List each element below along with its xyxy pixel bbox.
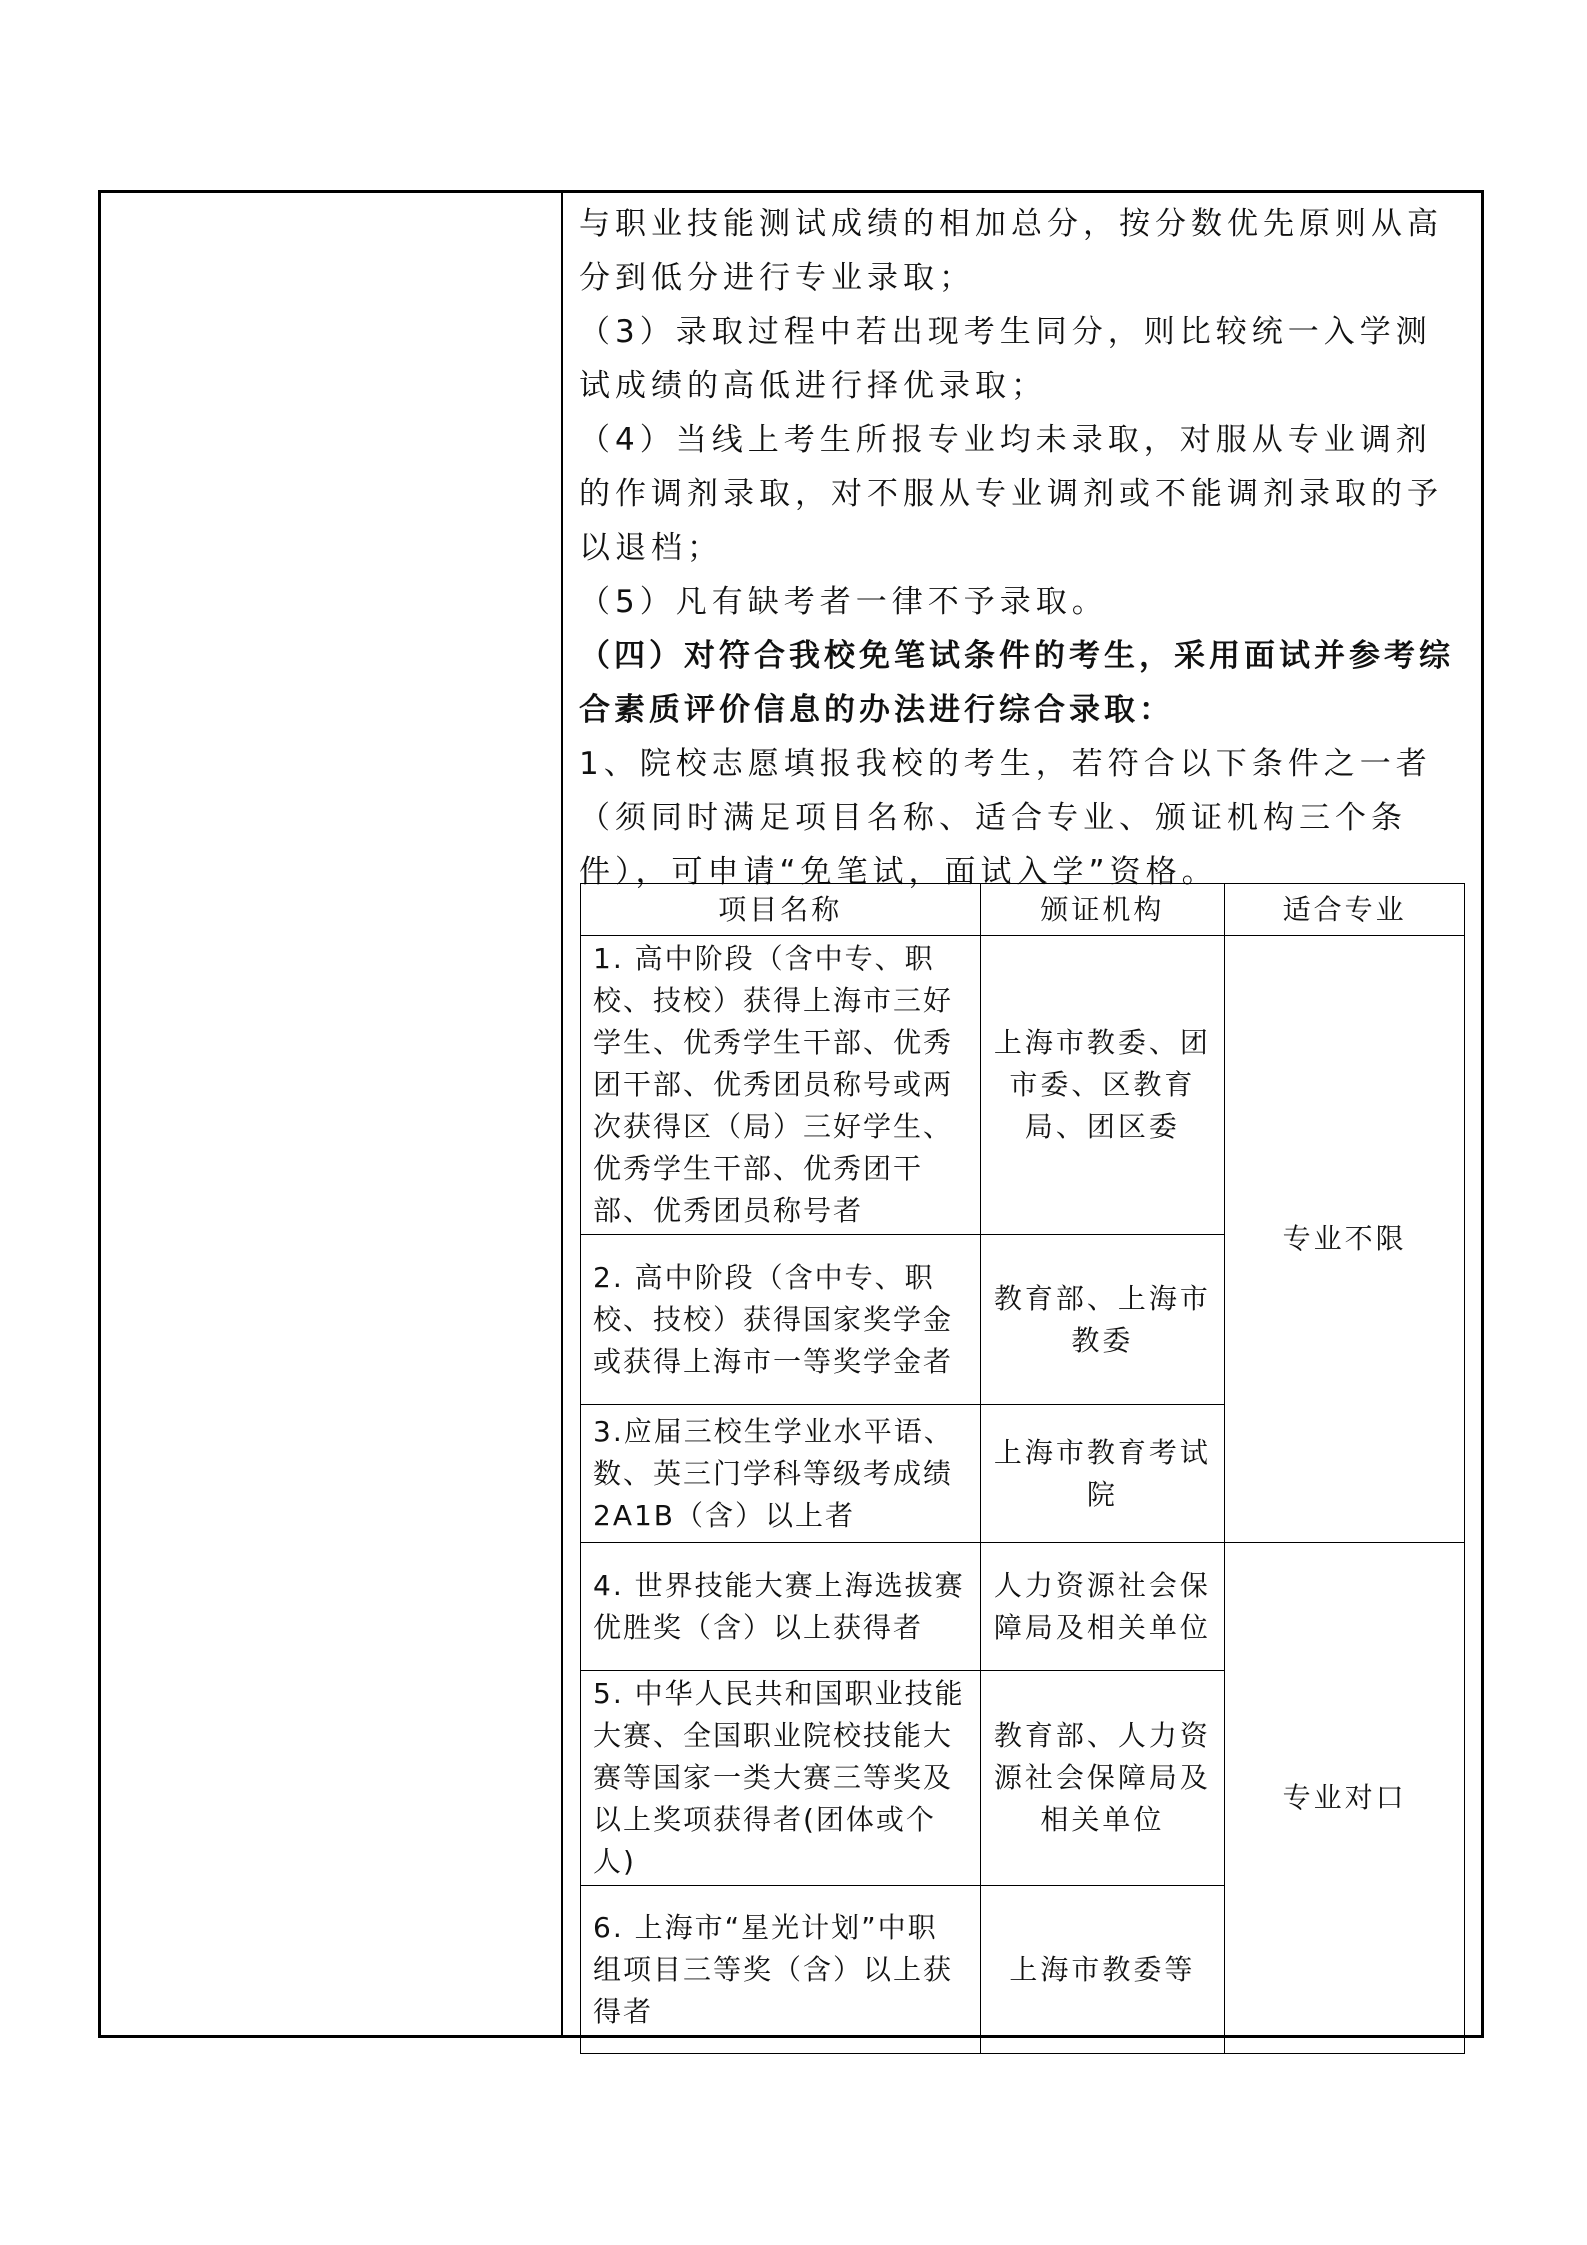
exemption-conditions-table xyxy=(580,883,1465,2054)
paragraph-exemption-conditions: 1、院校志愿填报我校的考生，若符合以下条件之一者（须同时满足项目名称、适合专业、颁证机构三个条件），可申请“免笔试，面试入学”资格。 xyxy=(579,746,1432,890)
org-cell: 人力资源社会保障局及相关单位 xyxy=(980,1543,1225,1671)
paragraph-adjustment-rule: （4）当线上考生所报专业均未录取，对服从专业调剂的作调剂录取，对不服从专业调剂或不能调剂录取的予以退档； xyxy=(579,422,1443,566)
outer-table xyxy=(98,190,1484,2038)
paragraph-score-ranking: 与职业技能测试成绩的相加总分，按分数优先原则从高分到低分进行专业录取； xyxy=(579,206,1443,296)
org-cell: 教育部、人力资源社会保障局及相关单位 xyxy=(980,1671,1225,1886)
paragraph-tie-rule: （3）录取过程中若出现考生同分，则比较统一入学测试成绩的高低进行择优录取； xyxy=(579,314,1432,404)
header-applicable-major: 适合专业 xyxy=(1225,884,1465,936)
item-cell: 4. 世界技能大赛上海选拔赛优胜奖（含）以上获得者 xyxy=(581,1543,981,1671)
table-row xyxy=(581,936,1465,1235)
section-heading-exemption: （四）对符合我校免笔试条件的考生，采用面试并参考综合素质评价信息的办法进行综合录取： xyxy=(579,638,1454,728)
item-cell: 6. 上海市“星光计划”中职组项目三等奖（含）以上获得者 xyxy=(581,1886,981,2054)
org-cell: 教育部、上海市教委 xyxy=(980,1235,1225,1405)
item-cell: 5. 中华人民共和国职业技能大赛、全国职业院校技能大赛等国家一类大赛三等奖及以上奖项获得者(团体或个人) xyxy=(581,1671,981,1886)
org-cell: 上海市教委等 xyxy=(980,1886,1225,2054)
header-issuing-org: 颁证机构 xyxy=(980,884,1225,936)
header-item-name: 项目名称 xyxy=(581,884,981,936)
item-cell: 1. 高中阶段（含中专、职校、技校）获得上海市三好学生、优秀学生干部、优秀团干部、优秀团员称号或两次获得区（局）三好学生、优秀学生干部、优秀团干部、优秀团员称号者 xyxy=(581,936,981,1235)
table-row xyxy=(581,1543,1465,1671)
admission-rules-text xyxy=(579,197,1465,899)
item-cell: 2. 高中阶段（含中专、职校、技校）获得国家奖学金或获得上海市一等奖学金者 xyxy=(581,1235,981,1405)
item-cell: 3.应届三校生学业水平语、数、英三门学科等级考成绩2A1B（含）以上者 xyxy=(581,1405,981,1543)
org-cell: 上海市教委、团市委、区教育局、团区委 xyxy=(980,936,1225,1235)
right-column-content xyxy=(563,193,1481,2035)
left-column-empty xyxy=(101,193,563,2035)
major-cell-unrestricted: 专业不限 xyxy=(1225,936,1465,1543)
paragraph-absence-rule: （5）凡有缺考者一律不予录取。 xyxy=(579,584,1108,620)
org-cell: 上海市教育考试院 xyxy=(980,1405,1225,1543)
major-cell-matching: 专业对口 xyxy=(1225,1543,1465,2054)
table-header-row xyxy=(581,884,1465,936)
